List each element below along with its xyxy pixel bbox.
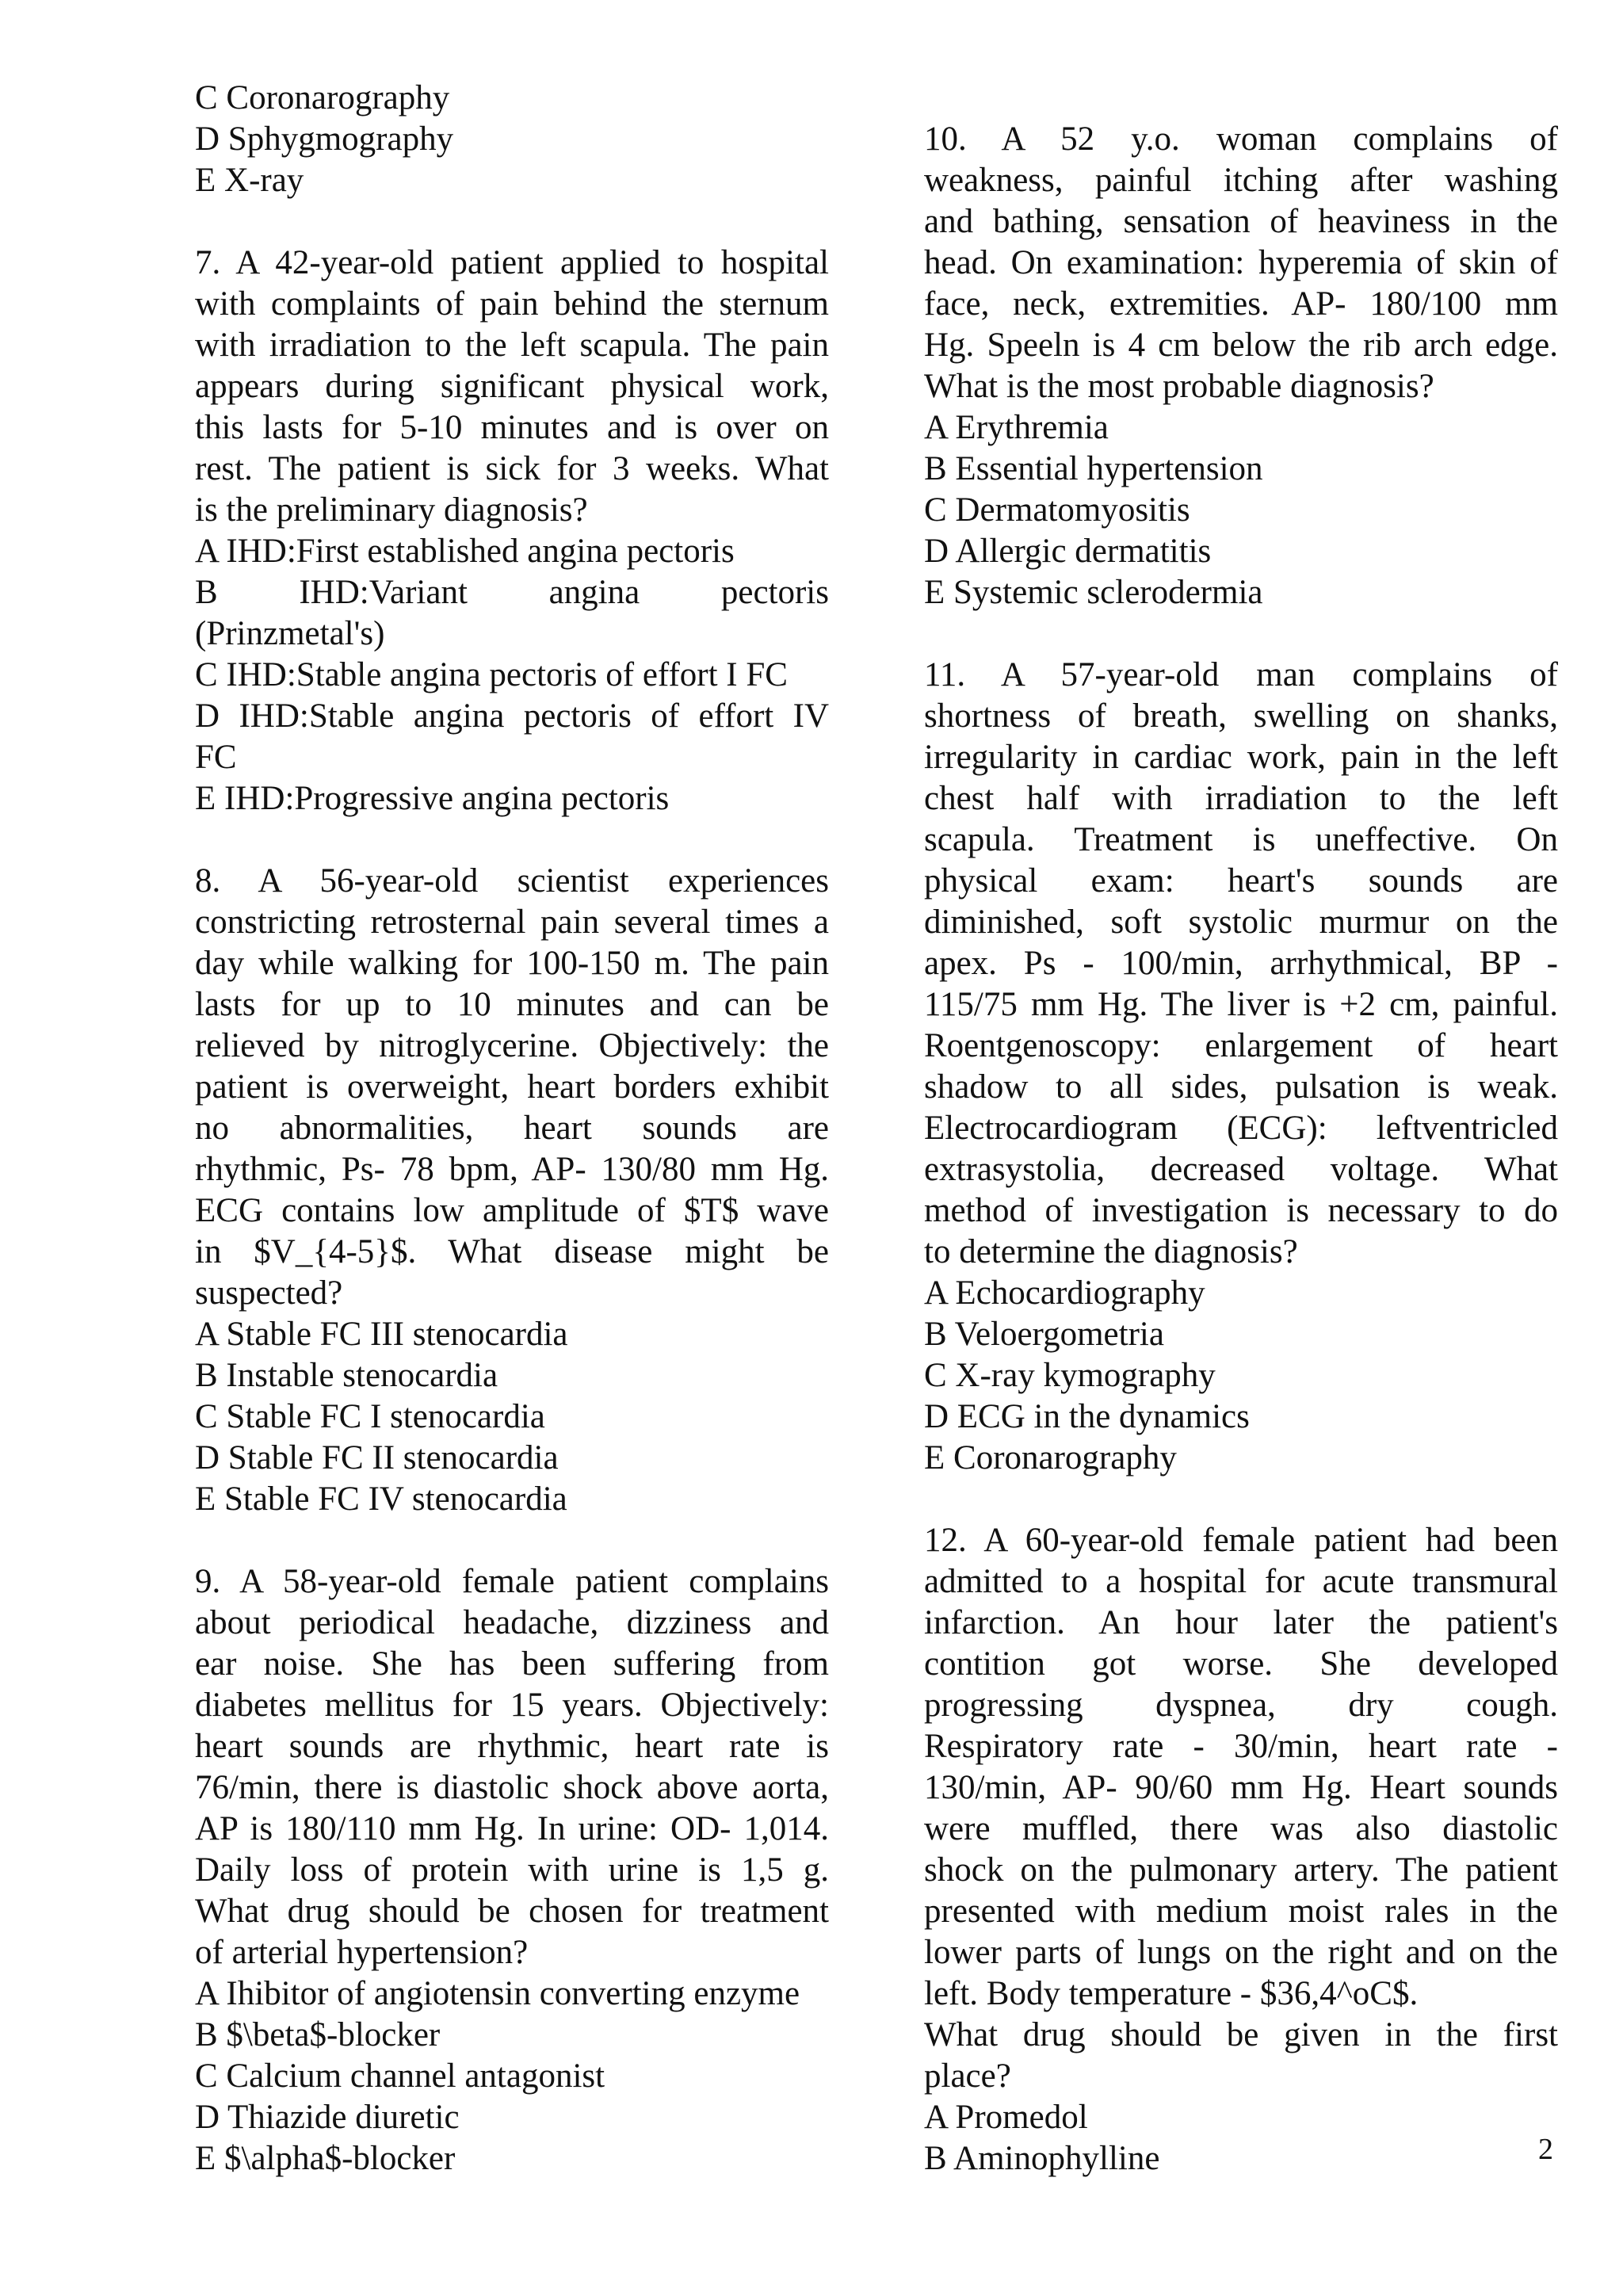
q12-text-line: admitted to a hospital for acute transmural [924,1563,1558,1600]
q9-text-line: about periodical headache, dizziness and [195,1604,829,1641]
q10-option-a: A Erythremia [924,409,1109,446]
q10-option-b: B Essential hypertension [924,450,1263,487]
q9-text-line: AP is 180/110 mm Hg. In urine: OD- 1,014. [195,1810,829,1847]
q12-text-line: presented with medium moist rales in the [924,1893,1558,1930]
page-number: 2 [1538,2133,1553,2166]
q12-text-line: were muffled, there was also diastolic [924,1810,1558,1847]
q8-text-line: day while walking for 100-150 m. The pain [195,945,829,982]
q7-text-line: this lasts for 5-10 minutes and is over on [195,409,829,446]
q7-option-c: C IHD:Stable angina pectoris of effort I FC [195,656,788,693]
q9-option-c: C Calcium channel antagonist [195,2057,605,2095]
q12-text-line: contition got worse. She developed [924,1645,1558,1683]
q10-text-line: Hg. Speeln is 4 cm below the rib arch edge. [924,327,1558,364]
q8-text-line: no abnormalities, heart sounds are [195,1110,829,1147]
q9-text-line: 76/min, there is diastolic shock above aorta, [195,1769,829,1806]
q12-text-line: progressing dyspnea, dry cough. [924,1687,1558,1724]
q11-option-b: B Veloergometria [924,1316,1164,1353]
q11-option-e: E Coronarography [924,1439,1177,1477]
q9-option-e: E $\alpha$-blocker [195,2140,456,2177]
q8-option-e: E Stable FC IV stenocardia [195,1480,567,1518]
q11-option-a: A Echocardiography [924,1274,1205,1312]
q8-text-line: 8. A 56-year-old scientist experiences [195,862,829,900]
q9-option-b: B $\beta$-blocker [195,2016,441,2053]
q7-option-b: B IHD:Variant angina pectoris [195,574,829,611]
q9-text-line: diabetes mellitus for 15 years. Objectively: [195,1687,829,1724]
q7-text-line: 7. A 42-year-old patient applied to hospital [195,244,829,281]
q12-text-line: Respiratory rate - 30/min, heart rate - [924,1728,1558,1765]
q12-text-line: shock on the pulmonary artery. The patient [924,1851,1558,1889]
q8-text-line: patient is overweight, heart borders exhibit [195,1068,829,1106]
q11-text-line: to determine the diagnosis? [924,1233,1298,1270]
q10-text-line: and bathing, sensation of heaviness in the [924,203,1558,240]
q9-text-line: Daily loss of protein with urine is 1,5 g. [195,1851,829,1889]
q11-text-line: irregularity in cardiac work, pain in the left [924,739,1558,776]
q11-text-line: Roentgenoscopy: enlargement of heart [924,1027,1558,1064]
q11-text-line: Electrocardiogram (ECG): leftventricled [924,1110,1558,1147]
q8-text-line: ECG contains low amplitude of $T$ wave [195,1192,829,1229]
q8-option-a: A Stable FC III stenocardia [195,1316,568,1353]
q11-text-line: chest half with irradiation to the left [924,780,1558,817]
q6-option-d: D Sphygmography [195,120,454,158]
q12-text-line: 12. A 60-year-old female patient had been [924,1522,1558,1559]
q8-text-line: lasts for up to 10 minutes and can be [195,986,829,1023]
q11-text-line: 11. A 57-year-old man complains of [924,656,1558,693]
q12-option-b: B Aminophylline [924,2140,1160,2177]
q11-text-line: apex. Ps - 100/min, arrhythmical, BP - [924,945,1558,982]
q9-text-line: of arterial hypertension? [195,1934,529,1971]
q8-text-line: constricting retrosternal pain several times a [195,904,829,941]
q7-text-line: appears during significant physical work, [195,368,829,405]
q6-option-c: C Coronarography [195,79,450,117]
q11-text-line: shortness of breath, swelling on shanks, [924,697,1558,735]
q10-option-c: C Dermatomyositis [924,491,1190,529]
q7-option-d: D IHD:Stable angina pectoris of effort IV [195,697,829,735]
q9-text-line: ear noise. She has been suffering from [195,1645,829,1683]
q12-text-line: What drug should be given in the first [924,2016,1558,2053]
q7-text-line: rest. The patient is sick for 3 weeks. What [195,450,829,487]
q9-text-line: What drug should be chosen for treatment [195,1893,829,1930]
q6-option-e: E X-ray [195,162,304,199]
q8-text-line: relieved by nitroglycerine. Objectively: the [195,1027,829,1064]
q10-text-line: weakness, painful itching after washing [924,162,1558,199]
q9-option-d: D Thiazide diuretic [195,2099,460,2136]
q9-option-a: A Ihibitor of angiotensin converting enzyme [195,1975,800,2012]
q12-text-line: infarction. An hour later the patient's [924,1604,1558,1641]
q8-text-line: in $V_{4-5}$. What disease might be [195,1233,829,1270]
q12-text-line: place? [924,2057,1011,2095]
q10-text-line: 10. A 52 y.o. woman complains of [924,120,1558,158]
q7-option-a: A IHD:First established angina pectoris [195,533,735,570]
q8-option-c: C Stable FC I stenocardia [195,1398,545,1435]
q8-option-d: D Stable FC II stenocardia [195,1439,559,1477]
q9-text-line: heart sounds are rhythmic, heart rate is [195,1728,829,1765]
q12-text-line: left. Body temperature - $36,4^oC$. [924,1975,1419,2012]
q10-text-line: face, neck, extremities. AP- 180/100 mm [924,285,1558,323]
q7-option-e: E IHD:Progressive angina pectoris [195,780,670,817]
q12-text-line: lower parts of lungs on the right and on the [924,1934,1558,1971]
q9-text-line: 9. A 58-year-old female patient complains [195,1563,829,1600]
q10-option-e: E Systemic sclerodermia [924,574,1263,611]
q7-option-b-cont: (Prinzmetal's) [195,615,385,652]
q12-option-a: A Promedol [924,2099,1088,2136]
q8-option-b: B Instable stenocardia [195,1357,498,1394]
q10-text-line: What is the most probable diagnosis? [924,368,1434,405]
q11-option-c: C X-ray kymography [924,1357,1216,1394]
q7-option-d-cont: FC [195,739,237,776]
q11-text-line: extrasystolia, decreased voltage. What [924,1151,1558,1188]
q11-text-line: 115/75 mm Hg. The liver is +2 cm, painful. [924,986,1558,1023]
q7-text-line: is the preliminary diagnosis? [195,491,588,529]
q11-option-d: D ECG in the dynamics [924,1398,1250,1435]
q8-text-line: rhythmic, Ps- 78 bpm, AP- 130/80 mm Hg. [195,1151,829,1188]
q11-text-line: physical exam: heart's sounds are [924,862,1558,900]
q11-text-line: shadow to all sides, pulsation is weak. [924,1068,1558,1106]
q10-text-line: head. On examination: hyperemia of skin of [924,244,1558,281]
q10-option-d: D Allergic dermatitis [924,533,1212,570]
q7-text-line: with irradiation to the left scapula. The pain [195,327,829,364]
q11-text-line: method of investigation is necessary to do [924,1192,1558,1229]
q11-text-line: scapula. Treatment is uneffective. On [924,821,1558,858]
q12-text-line: 130/min, AP- 90/60 mm Hg. Heart sounds [924,1769,1558,1806]
q11-text-line: diminished, soft systolic murmur on the [924,904,1558,941]
q8-text-line: suspected? [195,1274,343,1312]
q7-text-line: with complaints of pain behind the sternum [195,285,829,323]
